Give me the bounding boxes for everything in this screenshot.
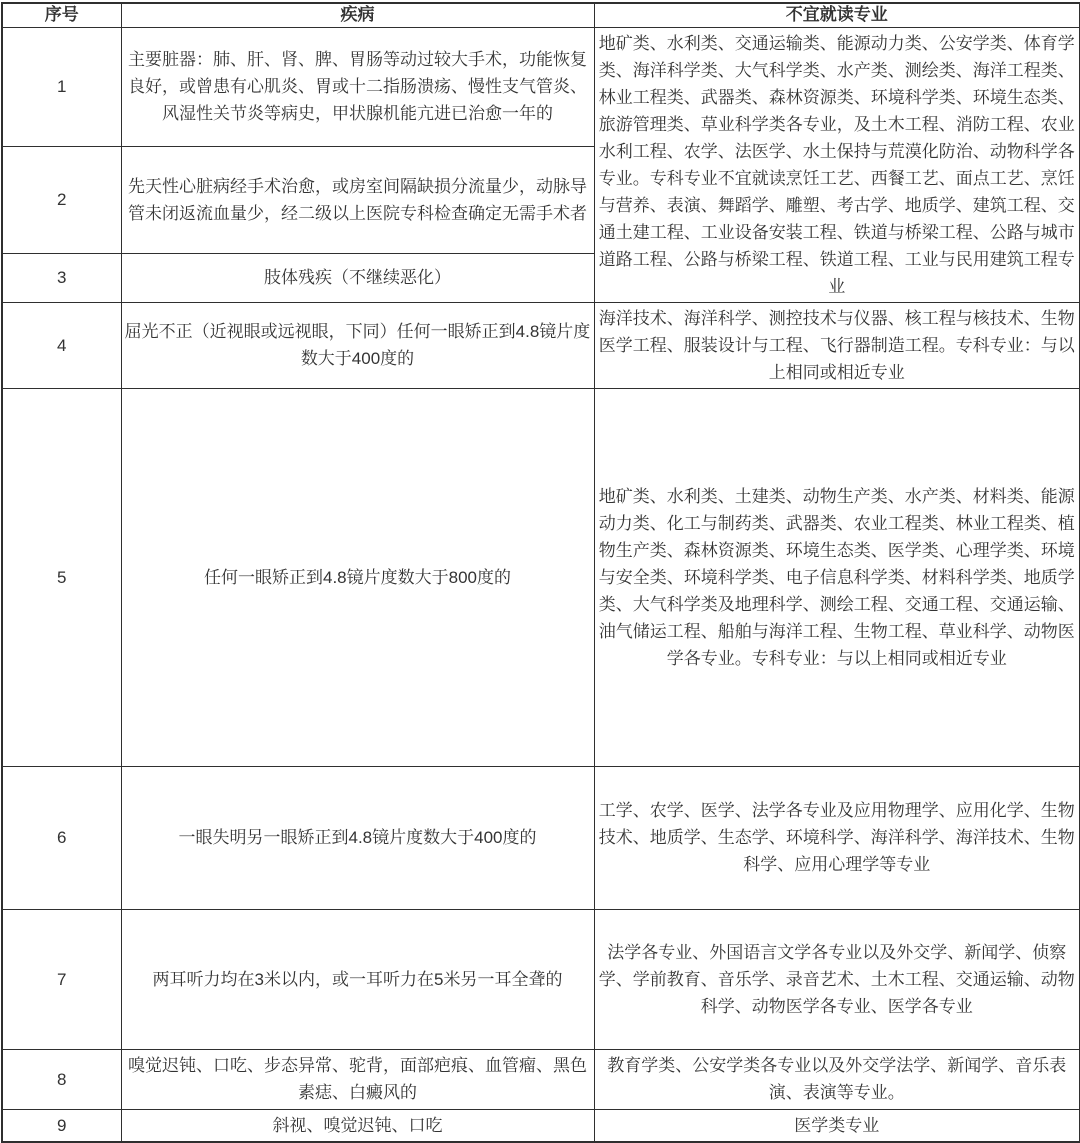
table-row <box>2 1109 1080 1142</box>
col-header-number: 序号 <box>2 3 121 27</box>
row-number: 8 <box>2 1049 121 1109</box>
table-row <box>2 1049 1080 1109</box>
majors-cell: 教育学类、公安学类各专业以及外交学法学、新闻学、音乐表演、表演等专业。 <box>594 1049 1080 1109</box>
table-row <box>2 388 1080 766</box>
row-number: 3 <box>2 253 121 302</box>
header-row <box>2 3 1080 27</box>
disease-cell: 嗅觉迟钝、口吃、步态异常、驼背，面部疤痕、血管瘤、黑色素痣、白癜风的 <box>121 1049 594 1109</box>
disease-cell: 斜视、嗅觉迟钝、口吃 <box>121 1109 594 1142</box>
row-number: 5 <box>2 388 121 766</box>
table-row <box>2 766 1080 909</box>
disease-cell: 主要脏器：肺、肝、肾、脾、胃肠等动过较大手术，功能恢复良好，或曾患有心肌炎、胃或十二指肠溃疡、慢性支气管炎、风湿性关节炎等病史，甲状腺机能亢进已治愈一年的 <box>121 27 594 146</box>
table-row <box>2 909 1080 1049</box>
row-number: 4 <box>2 302 121 388</box>
row-number: 2 <box>2 146 121 253</box>
row-number: 6 <box>2 766 121 909</box>
majors-cell-merged: 地矿类、水利类、交通运输类、能源动力类、公安学类、体育学类、海洋科学类、大气科学类、水产类、测绘类、海洋工程类、林业工程类、武器类、森林资源类、环境科学类、环境生态类、旅游管理类、草业科学类各专业，及土木工程、消防工程、农业水利工程、农学、法医学、水土保持与荒漠化防治、动物科学各专业。专科专业不宜就读烹饪工艺、西餐工艺、面点工艺、烹饪与营养、表演、舞蹈学、雕塑、考古学、地质学、建筑工程、交通土建工程、工业设备安装工程、铁道与桥梁工程、公路与城市道路工程、公路与桥梁工程、铁道工程、工业与民用建筑工程专业 <box>594 27 1080 302</box>
col-header-majors: 不宜就读专业 <box>594 3 1080 27</box>
table-row <box>2 27 1080 146</box>
row-number: 1 <box>2 27 121 146</box>
disease-cell: 肢体残疾（不继续恶化） <box>121 253 594 302</box>
majors-cell: 医学类专业 <box>594 1109 1080 1142</box>
disease-majors-table <box>1 2 1080 1143</box>
majors-cell: 法学各专业、外国语言文学各专业以及外交学、新闻学、侦察学、学前教育、音乐学、录音艺术、土木工程、交通运输、动物科学、动物医学各专业、医学各专业 <box>594 909 1080 1049</box>
disease-cell: 屈光不正（近视眼或远视眼，下同）任何一眼矫正到4.8镜片度数大于400度的 <box>121 302 594 388</box>
table-row <box>2 302 1080 388</box>
disease-cell: 一眼失明另一眼矫正到4.8镜片度数大于400度的 <box>121 766 594 909</box>
disease-cell: 任何一眼矫正到4.8镜片度数大于800度的 <box>121 388 594 766</box>
row-number: 9 <box>2 1109 121 1142</box>
majors-cell: 海洋技术、海洋科学、测控技术与仪器、核工程与核技术、生物医学工程、服装设计与工程、飞行器制造工程。专科专业：与以上相同或相近专业 <box>594 302 1080 388</box>
col-header-disease: 疾病 <box>121 3 594 27</box>
disease-cell: 两耳听力均在3米以内，或一耳听力在5米另一耳全聋的 <box>121 909 594 1049</box>
majors-cell: 地矿类、水利类、土建类、动物生产类、水产类、材料类、能源动力类、化工与制药类、武器类、农业工程类、林业工程类、植物生产类、森林资源类、环境生态类、医学类、心理学类、环境与安全类、环境科学类、电子信息科学类、材料科学类、地质学类、大气科学类及地理科学、测绘工程、交通工程、交通运输、油气储运工程、船舶与海洋工程、生物工程、草业科学、动物医学各专业。专科专业：与以上相同或相近专业 <box>594 388 1080 766</box>
majors-cell: 工学、农学、医学、法学各专业及应用物理学、应用化学、生物技术、地质学、生态学、环境科学、海洋科学、海洋技术、生物科学、应用心理学等专业 <box>594 766 1080 909</box>
disease-cell: 先天性心脏病经手术治愈，或房室间隔缺损分流量少，动脉导管未闭返流血量少，经二级以上医院专科检查确定无需手术者 <box>121 146 594 253</box>
row-number: 7 <box>2 909 121 1049</box>
